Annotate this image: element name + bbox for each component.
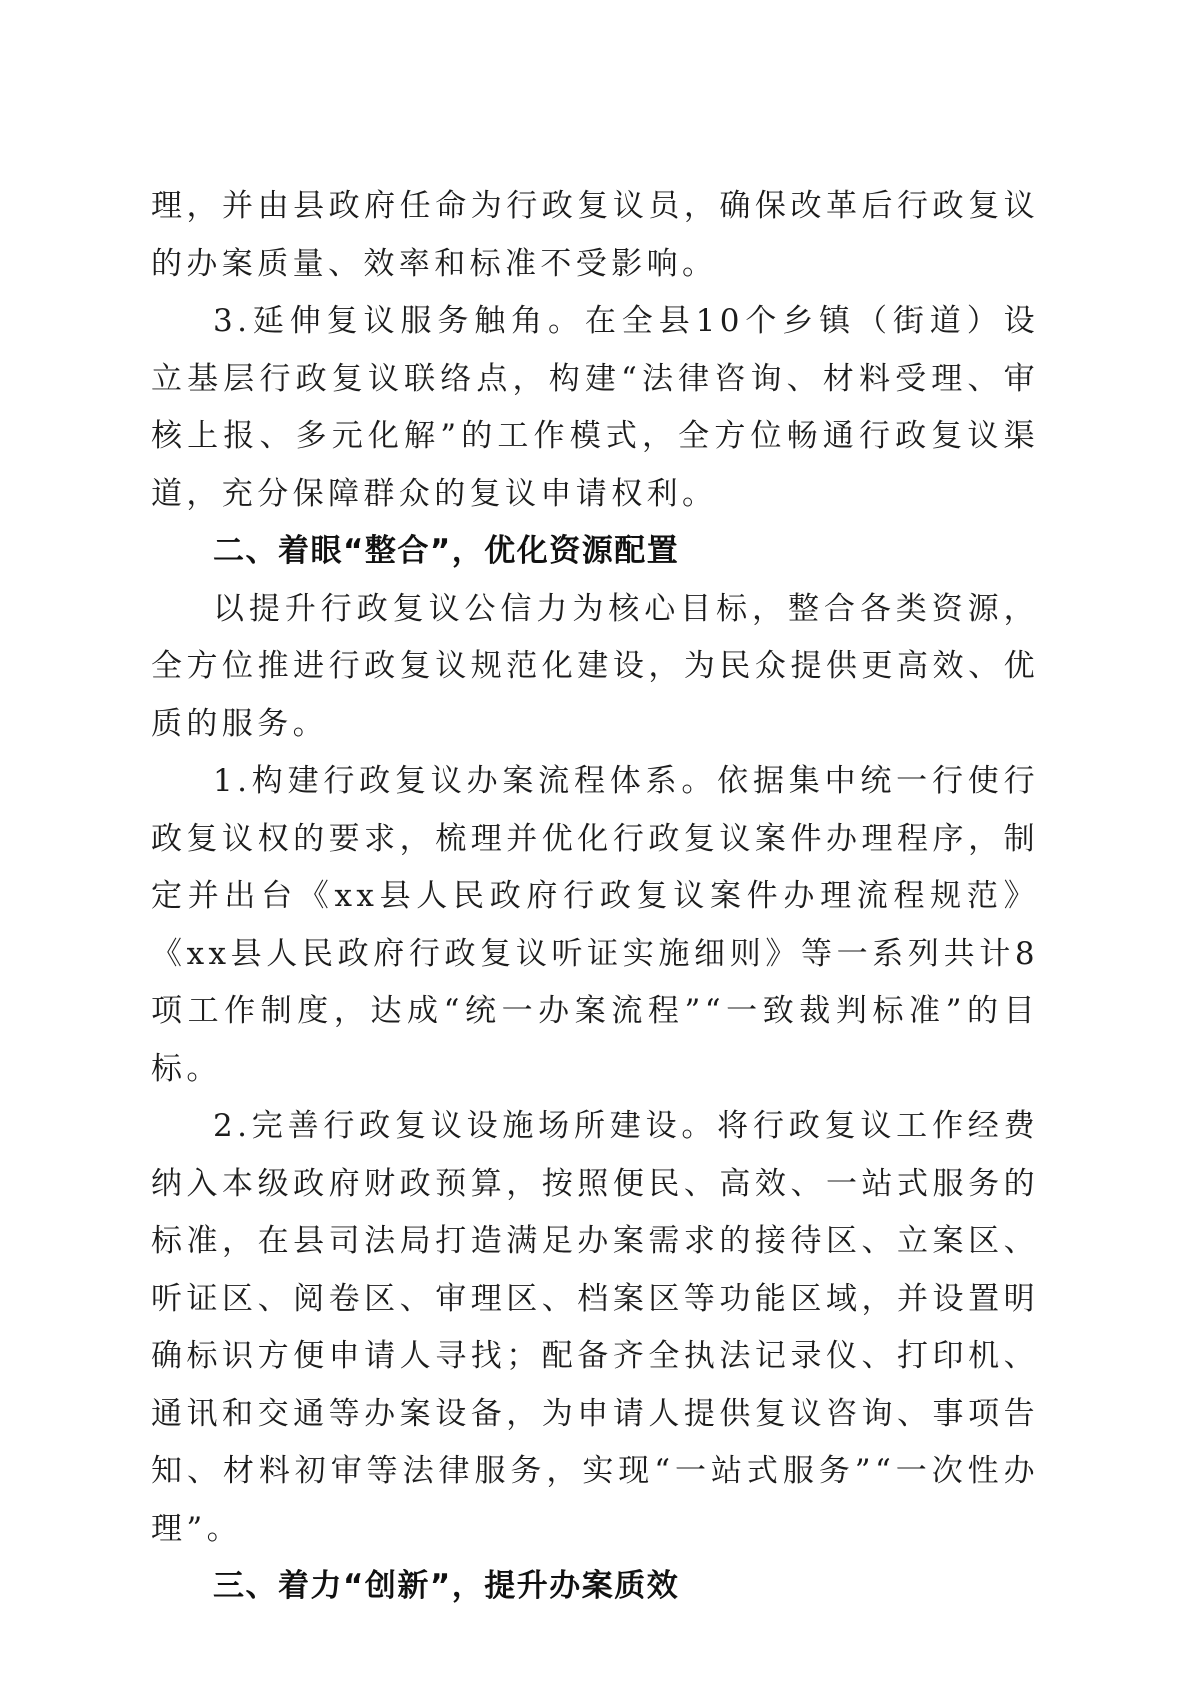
paragraph-continuation: 理，并由县政府任命为行政复议员，确保改革后行政复议的办案质量、效率和标准不受影响。 — [151, 188, 1039, 282]
section-heading-3: 三、着力“创新”，提升办案质效 — [213, 1568, 680, 1604]
paragraph-section-intro: 以提升行政复议公信力为核心目标，整合各类资源，全方位推进行政复议规范化建设，为民众提供更高效、优质的服务。 — [151, 590, 1039, 742]
document-body — [151, 178, 1039, 1616]
paragraph-item-3: 3.延伸复议服务触角。在全县10个乡镇（街道）设立基层行政复议联络点，构建“法律咨询、材料受理、审核上报、多元化解”的工作模式，全方位畅通行政复议渠道，充分保障群众的复议申请权利。 — [151, 303, 1039, 512]
paragraph-item-1: 1.构建行政复议办案流程体系。依据集中统一行使行政复议权的要求，梳理并优化行政复议案件办理程序，制定并出台《xx县人民政府行政复议案件办理流程规范》《xx县人民政府行政复议听证实施细则》等一系列共计8项工作制度，达成“统一办案流程”“一致裁判标准”的目标。 — [151, 763, 1039, 1087]
section-heading-2: 二、着眼“整合”，优化资源配置 — [213, 533, 680, 569]
paragraph-item-2: 2.完善行政复议设施场所建设。将行政复议工作经费纳入本级政府财政预算，按照便民、高效、一站式服务的标准，在县司法局打造满足办案需求的接待区、立案区、听证区、阅卷区、审理区、档案区等功能区域，并设置明确标识方便申请人寻找；配备齐全执法记录仪、打印机、通讯和交通等办案设备，为申请人提供复议咨询、事项告知、材料初审等法律服务，实现“一站式服务”“一次性办理”。 — [151, 1108, 1039, 1547]
